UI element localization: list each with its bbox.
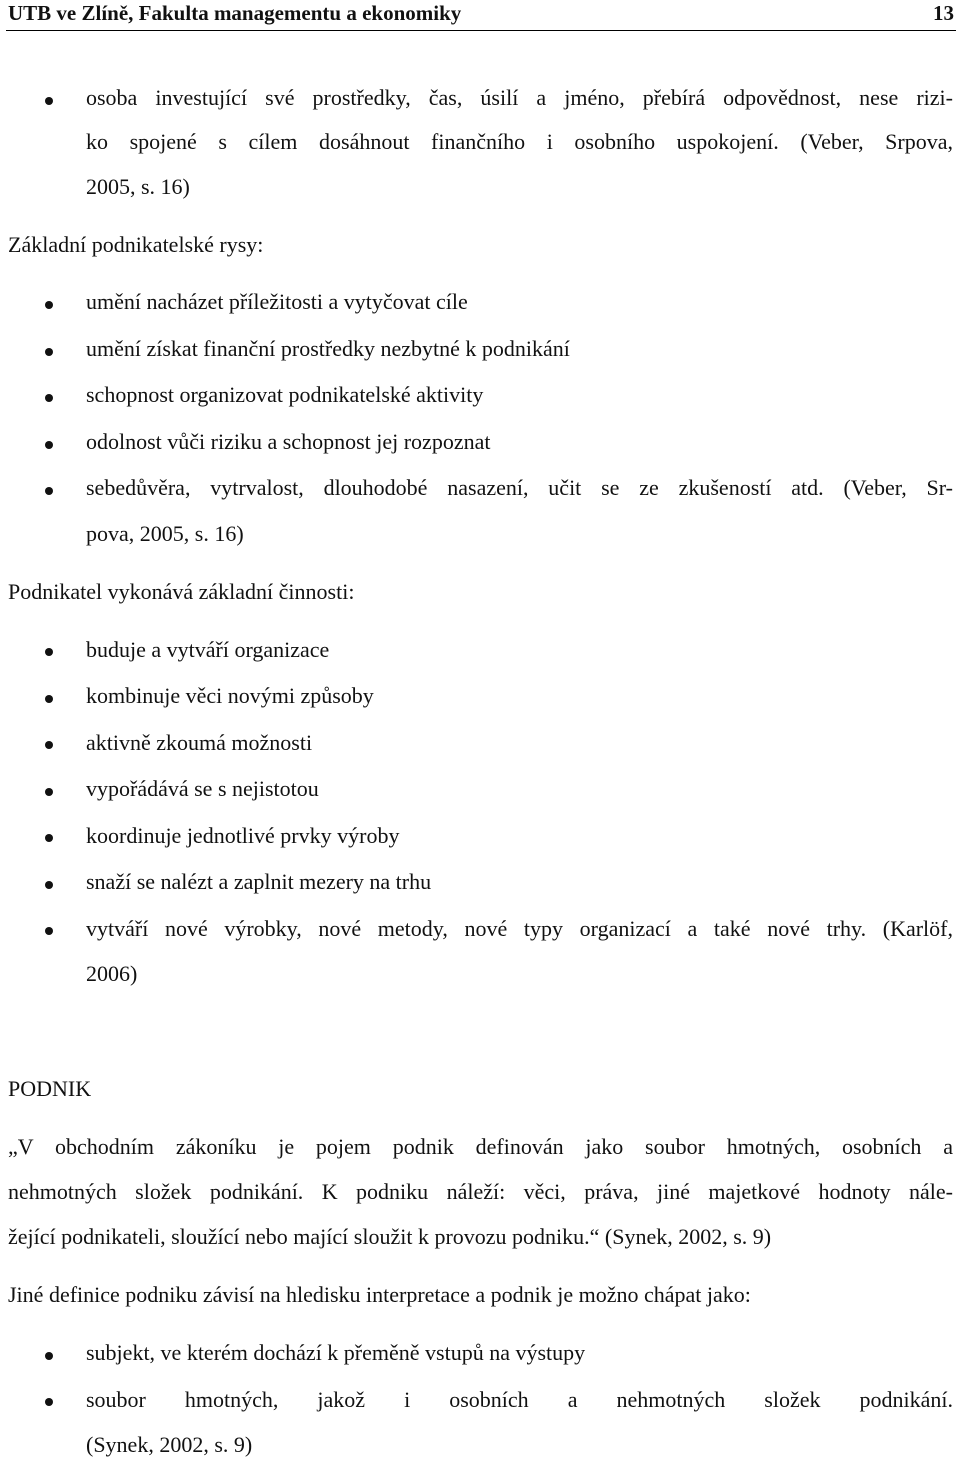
paragraph-line: „V obchodním zákoníku je pojem podnik definován jako soubor hmotných, osobních a [8, 1134, 953, 1159]
list-item-line: soubor hmotných, jakož i osobních a nehmotných složek podnikání. [86, 1387, 953, 1412]
bullet-icon [45, 1352, 53, 1360]
list-item-line: vypořádává se s nejistotou [86, 776, 319, 801]
list-item-line: schopnost organizovat podnikatelské aktivity [86, 382, 484, 407]
page-number: 13 [933, 1, 954, 25]
section-heading: PODNIK [8, 1076, 92, 1101]
list-item-line: sebedůvěra, vytrvalost, dlouhodobé nasazení, učit se ze zkušeností atd. (Veber, Sr- [86, 475, 953, 500]
list-item-line: snaží se nalézt a zaplnit mezery na trhu [86, 869, 432, 894]
cinnosti-intro: Podnikatel vykonává základní činnosti: [8, 579, 355, 604]
list-item-line: odolnost vůči riziku a schopnost jej rozpoznat [86, 429, 491, 454]
page-header [6, 0, 956, 31]
rysy-intro: Základní podnikatelské rysy: [8, 232, 264, 257]
bullet-icon [45, 834, 53, 842]
list-item-line: (Synek, 2002, s. 9) [86, 1432, 253, 1457]
list-item-line: buduje a vytváří organizace [86, 637, 330, 662]
paragraph-line: nehmotných složek podnikání. K podniku náleží: věci, práva, jiné majetkové hodnoty nále- [8, 1179, 953, 1204]
bullet-icon [45, 927, 53, 935]
bullet-icon [45, 648, 53, 656]
bullet-icon [45, 487, 53, 495]
list-item-line: aktivně zkoumá možnosti [86, 730, 313, 755]
bullet-icon [45, 741, 53, 749]
list-item-line: koordinuje jednotlivé prvky výroby [86, 823, 400, 848]
bullet-icon [45, 695, 53, 703]
list-item-line: osoba investující své prostředky, čas, úsilí a jméno, přebírá odpovědnost, nese rizi- [86, 85, 953, 110]
bullet-icon [45, 394, 53, 402]
bullet-icon [45, 301, 53, 309]
list-item-line: 2006) [86, 961, 138, 986]
list-item-line: ko spojené s cílem dosáhnout finančního i osobního uspokojení. (Veber, Srpova, [86, 129, 953, 154]
bullet-icon [45, 788, 53, 796]
list-item-line: kombinuje věci novými způsoby [86, 683, 374, 708]
list-item-line: umění získat finanční prostředky nezbytné k podnikání [86, 336, 570, 361]
header-title: UTB ve Zlíně, Fakulta managementu a ekonomiky [8, 1, 462, 25]
list-item-line: umění nacházet příležitosti a vytyčovat cíle [86, 289, 468, 314]
list-item-line: subjekt, ve kterém dochází k přeměně vstupů na výstupy [86, 1340, 586, 1365]
list-item-line: pova, 2005, s. 16) [86, 521, 244, 546]
list-item-line: 2005, s. 16) [86, 174, 190, 199]
paragraph-line: žející podnikateli, sloužící nebo mající sloužit k provozu podniku.“ (Synek, 2002, s. 9) [8, 1224, 772, 1249]
bullet-icon [45, 97, 53, 105]
list-item-line: vytváří nové výrobky, nové metody, nové typy organizací a také nové trhy. (Karlöf, [86, 916, 953, 941]
definice-intro: Jiné definice podniku závisí na hledisku interpretace a podnik je možno chápat jako: [8, 1282, 751, 1307]
bullet-icon [45, 441, 53, 449]
bullet-icon [45, 1398, 53, 1406]
bullet-icon [45, 348, 53, 356]
bullet-icon [45, 881, 53, 889]
